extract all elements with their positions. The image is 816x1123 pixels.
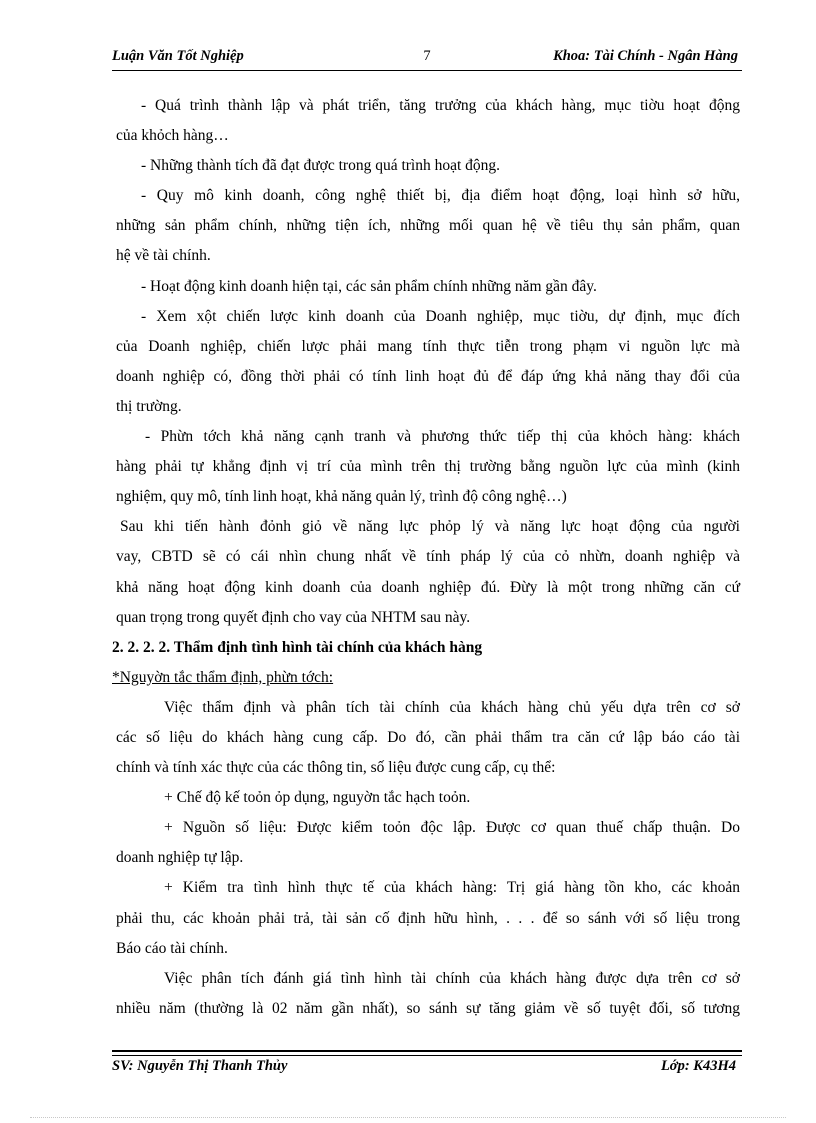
footer-author: SV: Nguyễn Thị Thanh Thủy <box>112 1058 288 1074</box>
body-line: của Doanh nghiệp, chiến lược phải mang tính thực tiễn trong phạm vi nguồn lực mà <box>116 337 740 355</box>
body-line: + Chế độ kế toỏn ỏp dụng, nguyờn tắc hạch toỏn. <box>164 789 471 807</box>
body-line: - Quá trình thành lập và phát triển, tăng trưởng của khách hàng, mục tiờu hoạt động <box>141 97 740 114</box>
body-line: doanh nghiệp tự lập. <box>116 849 244 867</box>
subsection-heading: *Nguyờn tắc thẩm định, phừn tớch: <box>112 668 334 686</box>
body-line: + Kiểm tra tình hình thực tế của khách hàng: Trị giá hàng tồn kho, các khoản <box>164 879 740 897</box>
header-faculty: Khoa: Tài Chính - Ngân Hàng <box>553 48 738 64</box>
header-rule <box>112 70 742 71</box>
body-line: quan trọng trong quyết định cho vay của NHTM sau này. <box>116 608 471 626</box>
page-edge <box>30 1117 786 1118</box>
body-line: - Phừn tớch khả năng cạnh tranh và phương thức tiếp thị của khỏch hàng: khách <box>145 428 740 446</box>
body-line: Việc thẩm định và phân tích tài chính của khách hàng chủ yếu dựa trên cơ sở <box>164 698 740 716</box>
body-line: khả năng hoạt động kinh doanh của doanh nghiệp đú. Đừy là một trong những căn cứ <box>116 578 740 596</box>
body-line: - Những thành tích đã đạt được trong quá trình hoạt động. <box>141 157 501 175</box>
body-line: doanh nghiệp có, đồng thời phải có tính linh hoạt đủ để đáp ứng khả năng thay đổi của <box>116 367 740 385</box>
body-line: hệ về tài chính. <box>116 247 211 265</box>
body-line: Sau khi tiến hành đỏnh giỏ về năng lực phỏp lý và năng lực hoạt động của người <box>120 518 740 536</box>
body-line: các số liệu do khách hàng cung cấp. Do đó, cần phải thẩm tra căn cứ lập báo cáo tài <box>116 728 740 746</box>
body-line: phải thu, các khoản phải trả, tài sản cố định hữu hình, . . . để so sánh với số liệu trong <box>116 909 740 927</box>
body-line: - Quy mô kinh doanh, công nghệ thiết bị, địa điểm hoạt động, loại hình sở hữu, <box>141 187 740 205</box>
page-body <box>112 91 740 1024</box>
page-footer <box>112 1058 742 1080</box>
body-line: - Xem xột chiến lược kinh doanh của Doanh nghiệp, mục tiờu, dự định, mục đích <box>141 307 740 325</box>
body-line: Việc phân tích đánh giá tình hình tài chính của khách hàng được dựa trên cơ sở <box>164 969 740 987</box>
body-line: những sản phẩm chính, những tiện ích, những mối quan hệ về tiêu thụ sản phẩm, quan <box>116 217 740 235</box>
section-heading: 2. 2. 2. 2. Thẩm định tình hình tài chính của khách hàng <box>112 638 483 656</box>
footer-class: Lớp: K43H4 <box>660 1058 736 1074</box>
body-line: thị trường. <box>116 397 182 415</box>
body-line: + Nguồn số liệu: Được kiểm toỏn độc lập. Được cơ quan thuế chấp thuận. Do <box>164 819 740 837</box>
subsection-line <box>112 663 740 693</box>
body-line: vay, CBTD sẽ có cái nhìn chung nhất về tính pháp lý của cỏ nhừn, doanh nghiệp và <box>116 548 740 566</box>
body-line: nhiều năm (thường là 02 năm gần nhất), so sánh sự tăng giảm về số tuyệt đối, số tương <box>116 999 740 1017</box>
body-line: Báo cáo tài chính. <box>116 939 228 957</box>
page-number: 7 <box>423 48 431 64</box>
body-line: hàng phải tự khẳng định vị trí của mình trên thị trường bằng nguồn lực của mình (kinh <box>116 458 740 476</box>
footer-rule <box>112 1055 742 1056</box>
body-line: chính và tính xác thực của các thông tin, số liệu được cung cấp, cụ thể: <box>116 759 556 777</box>
body-line: nghiệm, quy mô, tính linh hoạt, khả năng quản lý, trình độ công nghệ…) <box>116 488 567 506</box>
header-title: Luận Văn Tốt Nghiệp <box>112 48 244 64</box>
page-header <box>112 48 742 70</box>
footer-rule <box>112 1050 742 1052</box>
body-line: - Hoạt động kinh doanh hiện tại, các sản phẩm chính những năm gần đây. <box>141 277 597 295</box>
body-line: của khỏch hàng… <box>116 127 229 145</box>
